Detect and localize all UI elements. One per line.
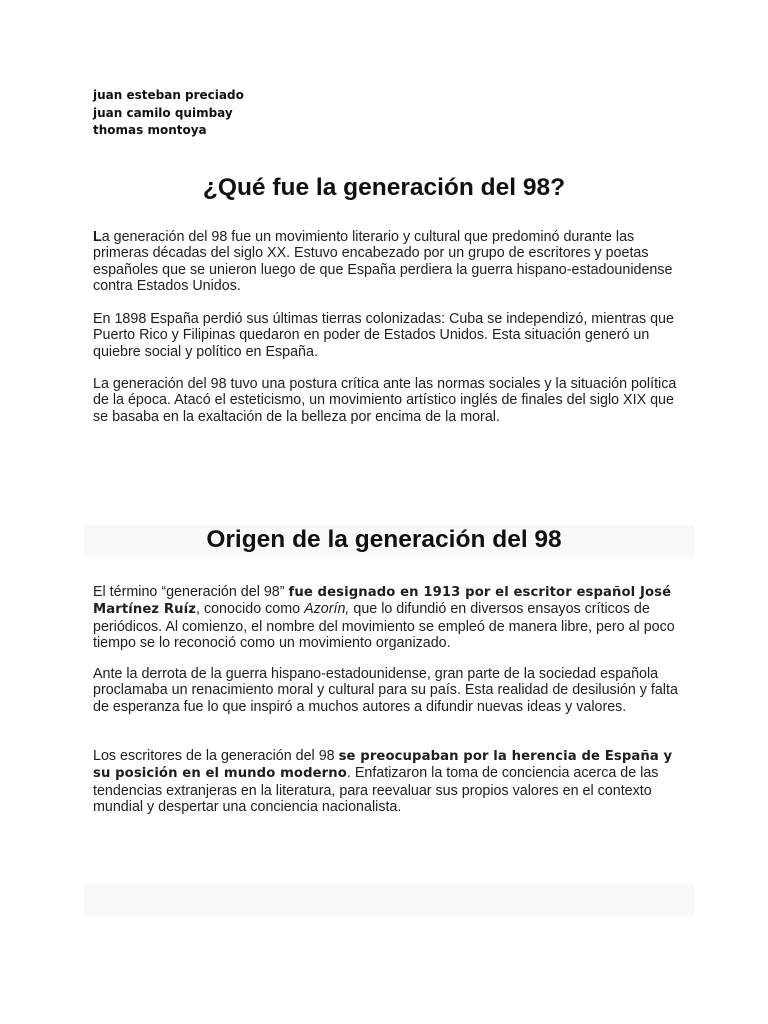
paragraph-term-origin	[93, 584, 683, 652]
paragraph-text: a generación del 98 fue un movimiento literario y cultural que predominó durante las primeras décadas del siglo XX. Estuvo encabezado por un grupo de escritores y poetas españoles que se unieron luego de que España perdiera la guerra hispano-estadounidense contra Estados Unidos.	[93, 229, 673, 295]
author-name: juan camilo quimbay	[93, 105, 233, 120]
paragraph-text: que lo difundió en diversos ensayos críticos de periódicos. Al comienzo, el nombre del movimiento se empleó de manera libre, pero al poco tiempo se lo reconoció como un movimiento organizado.	[93, 601, 675, 652]
author-list	[93, 87, 244, 140]
section-title-origin: Origen de la generación del 98	[206, 526, 562, 553]
bold-text: fue designado en 1913 por el escritor español José Martínez Ruíz	[93, 585, 672, 618]
bold-text: se preocupaban por la herencia de España y su posición en el mundo moderno	[93, 749, 673, 782]
paragraph-text: , conocido como	[196, 601, 305, 618]
paragraph-text: El término “generación del 98”	[93, 584, 289, 600]
author-name: juan esteban preciado	[93, 88, 244, 102]
section-title-what-is: ¿Qué fue la generación del 98?	[202, 174, 566, 201]
author-name: thomas montoya	[93, 123, 207, 137]
first-letter: L	[93, 229, 102, 245]
italic-text: Azorín,	[304, 601, 350, 618]
paragraph-intro	[93, 229, 683, 295]
heading-band	[84, 884, 694, 916]
paragraph-critical-stance: La generación del 98 tuvo una postura crítica ante las normas sociales y la situación política de la época. Atacó el esteticismo, un movimiento artístico inglés de finales del siglo XIX que se basaba en la exaltación de la belleza por encima de la moral.	[93, 376, 677, 425]
paragraph-text: . Enfatizaron la toma de conciencia acerca de las tendencias extranjeras en la literatura, para reevaluar sus propios valores en el contexto mundial y despertar una conciencia nacionalista.	[93, 765, 659, 816]
paragraph-text: Los escritores de la generación del 98	[93, 748, 339, 764]
paragraph-writers-concern	[93, 748, 683, 816]
paragraph-1898: En 1898 España perdió sus últimas tierras colonizadas: Cuba se independizó, mientras que Puerto Rico y Filipinas quedaron en poder de Estados Unidos. Esta situación generó un quiebre social y político en España.	[93, 311, 674, 360]
paragraph-defeat: Ante la derrota de la guerra hispano-estadounidense, gran parte de la sociedad española proclamaba un renacimiento moral y cultural para su país. Esta realidad de desilusión y falta de esperanza fue lo que inspiró a muchos autores a difundir nuevas ideas y valores.	[93, 666, 678, 715]
